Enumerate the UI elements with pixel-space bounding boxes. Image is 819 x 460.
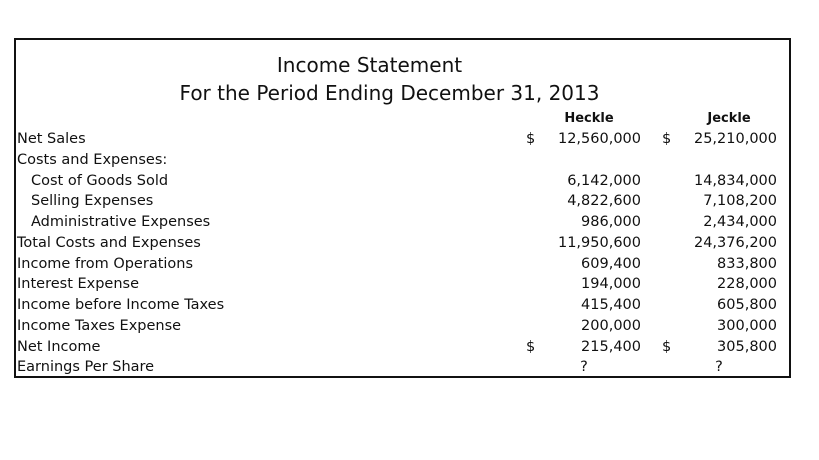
- statement-subtitle: For the Period Ending December 31, 2013: [179, 81, 600, 105]
- value-jeckle: 305,800: [717, 339, 777, 355]
- row-interest-expense: [16, 274, 789, 294]
- row-income-before-income-taxes: [16, 295, 789, 315]
- currency-symbol-heckle: $: [526, 339, 536, 355]
- value-heckle: 6,142,000: [567, 173, 641, 189]
- row-label: Cost of Goods Sold: [31, 173, 169, 189]
- value-jeckle: 24,376,200: [693, 235, 777, 251]
- value-heckle: 986,000: [581, 214, 641, 230]
- currency-symbol-jeckle: $: [662, 131, 672, 147]
- row-cost-of-goods-sold: [16, 171, 789, 191]
- value-heckle: 4,822,600: [567, 193, 641, 209]
- row-label: Net Income: [17, 339, 101, 355]
- value-jeckle: 605,800: [717, 297, 777, 313]
- value-jeckle: 25,210,000: [693, 131, 777, 147]
- row-income-taxes-expense: [16, 316, 789, 336]
- value-heckle: 194,000: [581, 276, 641, 292]
- row-costs-and-expenses: [16, 150, 789, 170]
- row-net-income: [16, 337, 789, 357]
- currency-symbol-jeckle: $: [662, 339, 672, 355]
- row-selling-expenses: [16, 191, 789, 211]
- row-administrative-expenses: [16, 212, 789, 232]
- row-label: Administrative Expenses: [31, 214, 211, 230]
- row-income-from-operations: [16, 254, 789, 274]
- row-label: Income before Income Taxes: [17, 297, 225, 313]
- row-label: Earnings Per Share: [17, 359, 155, 375]
- row-earnings-per-share: [16, 357, 789, 377]
- row-label: Costs and Expenses:: [17, 152, 168, 168]
- value-jeckle: 2,434,000: [703, 214, 777, 230]
- value-jeckle: 14,834,000: [693, 173, 777, 189]
- income-statement-table: [14, 38, 791, 378]
- statement-title: Income Statement: [276, 53, 463, 77]
- value-heckle: 11,950,600: [557, 235, 641, 251]
- value-heckle: 12,560,000: [557, 131, 641, 147]
- value-heckle: 415,400: [581, 297, 641, 313]
- value-jeckle: 7,108,200: [703, 193, 777, 209]
- row-label: Income from Operations: [17, 256, 194, 272]
- row-total-costs-and-expenses: [16, 233, 789, 253]
- value-jeckle: 833,800: [717, 256, 777, 272]
- row-label: Net Sales: [17, 131, 86, 147]
- row-label: Interest Expense: [17, 276, 140, 292]
- value-heckle: 609,400: [581, 256, 641, 272]
- value-heckle: ?: [580, 359, 588, 375]
- row-label: Selling Expenses: [31, 193, 154, 209]
- column-header-heckle: Heckle: [564, 111, 614, 126]
- row-label: Income Taxes Expense: [17, 318, 182, 334]
- value-jeckle: ?: [715, 359, 723, 375]
- currency-symbol-heckle: $: [526, 131, 536, 147]
- value-heckle: 215,400: [581, 339, 641, 355]
- value-jeckle: 300,000: [717, 318, 777, 334]
- row-net-sales: [16, 129, 789, 149]
- value-jeckle: 228,000: [717, 276, 777, 292]
- column-header-jeckle: Jeckle: [707, 111, 751, 126]
- value-heckle: 200,000: [581, 318, 641, 334]
- row-label: Total Costs and Expenses: [17, 235, 201, 251]
